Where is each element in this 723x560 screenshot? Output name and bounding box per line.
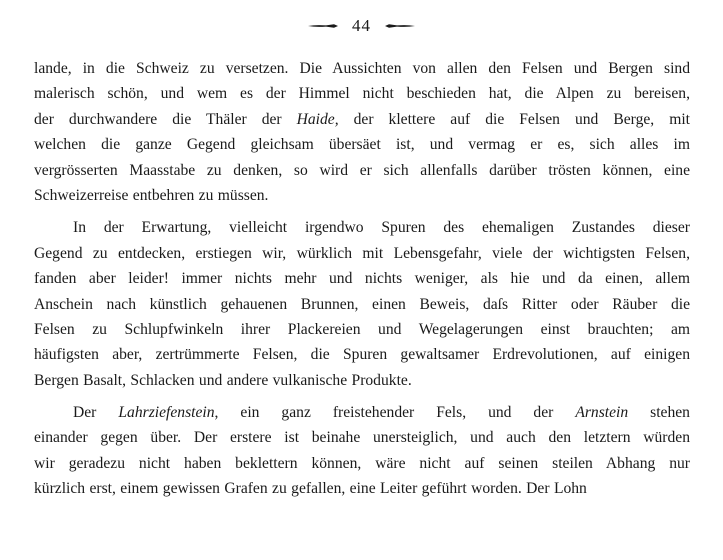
text-segment: vergrösserten Maasstabe zu denken, so wird er sich allenfalls darüber trösten können, eine [34,161,690,179]
text-line [34,368,690,393]
text-segment: der klettere auf die Felsen und Berge, mit [338,110,691,128]
text-line [34,107,690,132]
text-line [34,132,690,157]
text-line [34,292,690,317]
page-number: 44 [352,16,371,35]
text-segment: lande, in die Schweiz zu versetzen. Die Aussichten von allen den Felsen und Bergen sind [34,60,690,77]
text-line [34,451,690,476]
text-segment: Der [73,404,119,422]
text-line [34,266,690,291]
text-segment: Gegend zu entdecken, erstiegen wir, würklich mit Lebensgefahr, viele der wichtigsten Felsen, [34,244,690,262]
text-segment: der durchwandere die Thäler der [34,110,297,128]
text-line [34,81,690,106]
left-ornament [308,22,338,30]
text-line [34,476,690,501]
text-segment: Bergen Basalt, Schlacken und andere vulkanische Produkte. [34,371,412,389]
text-line [34,215,690,240]
text-line [34,317,690,342]
body-text [34,56,690,502]
text-line [34,425,690,450]
paragraph [34,400,690,502]
text-line [34,241,690,266]
text-line [34,158,690,183]
text-segment: einander gegen über. Der erstere ist beinahe unersteiglich, und auch den letztern würden [34,429,690,447]
text-line [34,342,690,367]
text-segment: kürzlich erst, einem gewissen Grafen zu gefallen, eine Leiter geführt worden. Der Lohn [34,480,587,498]
text-segment: Anschein nach künstlich gehauenen Brunnen, einen Beweis, daſs Ritter oder Räuber die [34,295,690,313]
italic-name: Lahrziefenstein [118,404,215,422]
text-line [34,183,690,208]
text-segment: wir geradezu nicht haben beklettern können, wäre nicht auf seinen steilen Abhang nur [34,454,690,472]
text-line [34,56,690,81]
text-segment: , ein ganz freistehender Fels, und der [214,404,576,422]
text-line [34,400,690,425]
page-header [0,14,723,38]
text-segment: stehen [628,404,690,422]
paragraph [34,215,690,393]
paragraph-gap [34,393,690,400]
italic-name: Haide, [296,110,339,128]
text-segment: häufigsten aber, zertrümmerte Felsen, die Spuren gewaltsamer Erdrevolutionen, auf einigen [34,346,690,364]
text-segment: malerisch schön, und wem es der Himmel nicht beschieden hat, die Alpen zu bereisen, [34,85,690,103]
paragraph-gap [34,208,690,215]
text-segment: Schweizerreise entbehren zu müssen. [34,186,269,204]
italic-name: Arnstein [575,404,629,422]
text-segment: fanden aber leider! immer nichts mehr und nichts weniger, als hie und da einen, allem [34,270,690,288]
paragraph [34,56,690,208]
text-segment: welchen die ganze Gegend gleichsam übersäet ist, und vermag er es, sich alles im [34,136,690,154]
text-segment: Felsen zu Schlupfwinkeln ihrer Plackereien und Wegelagerungen einst brauchten; am [34,320,690,338]
right-ornament [385,22,415,30]
text-segment: In der Erwartung, vielleicht irgendwo Spuren des ehemaligen Zustandes dieser [73,219,690,237]
